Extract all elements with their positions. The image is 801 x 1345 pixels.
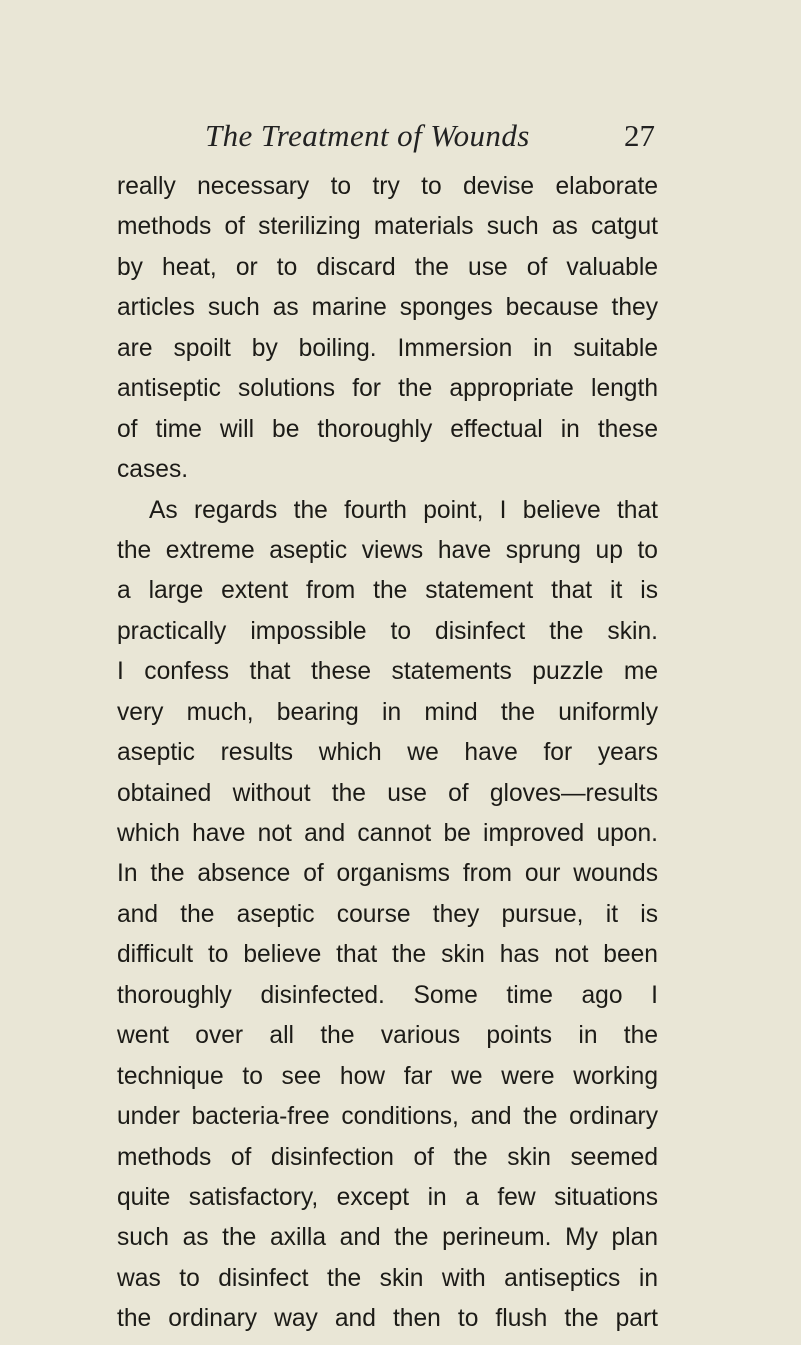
text-line: I confess that these statements puzzle me — [117, 658, 658, 686]
text-line: really necessary to try to devise elaborate — [117, 173, 658, 200]
text-line: which have not and cannot be improved upon. — [117, 820, 658, 847]
text-line: under bacteria-free conditions, and the ordinary — [117, 1103, 658, 1131]
running-title: The Treatment of Wounds — [205, 118, 530, 153]
text-line: was to disinfect the skin with antiseptics in — [117, 1264, 658, 1292]
text-line: obtained without the use of gloves—results — [117, 779, 658, 807]
text-line: are spoilt by boiling. Immersion in suitable — [117, 334, 658, 362]
text-line: went over all the various points in the — [117, 1022, 658, 1050]
text-line: the ordinary way and then to flush the part — [117, 1305, 658, 1333]
text-line: of time will be thoroughly effectual in these — [117, 415, 658, 443]
text-line: a large extent from the statement that it is — [117, 577, 658, 605]
text-line: aseptic results which we have for years — [117, 739, 658, 767]
text-line-paragraph-start: As regards the fourth point, I believe that — [149, 496, 658, 524]
text-line: technique to see how far we were working — [117, 1062, 658, 1090]
text-line: quite satisfactory, except in a few situations — [117, 1183, 658, 1211]
running-head — [0, 118, 801, 158]
text-line: methods of disinfection of the skin seemed — [117, 1143, 658, 1171]
text-line: difficult to believe that the skin has not been — [117, 941, 658, 969]
body-text — [117, 167, 658, 1340]
text-line: In the absence of organisms from our wounds — [117, 860, 658, 888]
text-line: such as the axilla and the perineum. My plan — [117, 1224, 658, 1252]
text-line: very much, bearing in mind the uniformly — [117, 698, 658, 726]
text-line-paragraph-end: cases. — [117, 456, 189, 484]
page-number: 27 — [624, 118, 655, 153]
text-line: methods of sterilizing materials such as catgut — [117, 213, 658, 241]
text-line: practically impossible to disinfect the skin. — [117, 617, 658, 645]
text-line: by heat, or to discard the use of valuable — [117, 253, 658, 281]
text-line: and the aseptic course they pursue, it is — [117, 900, 658, 928]
text-line: antiseptic solutions for the appropriate length — [117, 375, 658, 403]
text-line: the extreme aseptic views have sprung up to — [117, 536, 658, 564]
text-line: articles such as marine sponges because they — [117, 294, 658, 322]
text-line: thoroughly disinfected. Some time ago I — [117, 981, 658, 1009]
